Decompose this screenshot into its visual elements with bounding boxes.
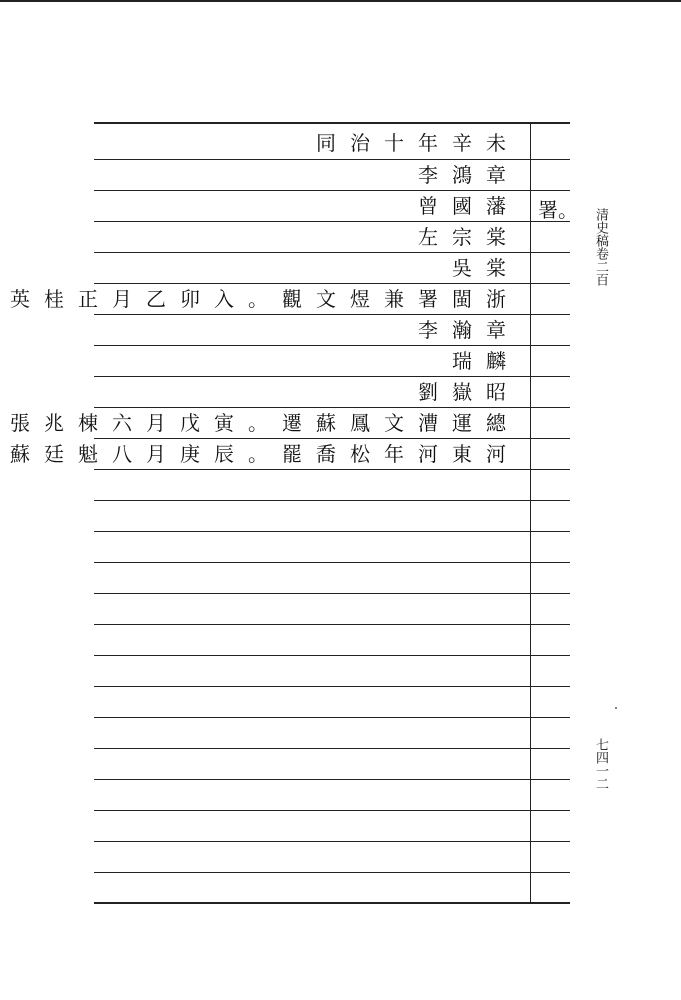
row-rule bbox=[94, 593, 570, 594]
row-text: 浙閩署兼煜文觀。入卯乙月正桂英 bbox=[10, 287, 520, 311]
row-text: 棠吳 bbox=[452, 256, 520, 280]
row-rule bbox=[94, 686, 570, 687]
row-rule bbox=[94, 624, 570, 625]
table-bottom-rule bbox=[94, 902, 570, 904]
row-text: 麟瑞 bbox=[452, 349, 520, 373]
table-top-rule bbox=[94, 122, 570, 124]
row-rule bbox=[94, 841, 570, 842]
running-title: 清史稿卷二百 bbox=[593, 208, 608, 286]
row-text: 章鴻李 bbox=[418, 163, 520, 187]
row-text: 藩國曾 bbox=[418, 194, 520, 218]
official-table bbox=[10, 122, 578, 904]
row-rule bbox=[94, 562, 570, 563]
scan-speck bbox=[615, 707, 617, 709]
row-rule bbox=[94, 717, 570, 718]
page-number: 七四一二 bbox=[593, 738, 608, 790]
side-note: 署。 bbox=[538, 198, 578, 222]
row-rule bbox=[94, 655, 570, 656]
row-rule bbox=[94, 500, 570, 501]
row-text: 未辛年十治同 bbox=[316, 131, 520, 155]
row-rule bbox=[94, 872, 570, 873]
row-text: 棠宗左 bbox=[418, 225, 520, 249]
row-rule bbox=[94, 779, 570, 780]
row-rule bbox=[94, 810, 570, 811]
row-rule bbox=[94, 748, 570, 749]
row-text: 章瀚李 bbox=[418, 318, 520, 342]
row-text: 總運漕文鳳蘇遷。寅戊月六棟兆張 bbox=[10, 411, 520, 435]
row-rule bbox=[94, 531, 570, 532]
row-text: 昭嶽劉 bbox=[418, 380, 520, 404]
column-rule bbox=[530, 122, 531, 477]
row-text: 河東河年松喬罷。辰庚月八魁廷蘇 bbox=[10, 442, 520, 466]
page-top-border bbox=[0, 0, 681, 2]
row-rule bbox=[94, 469, 570, 470]
